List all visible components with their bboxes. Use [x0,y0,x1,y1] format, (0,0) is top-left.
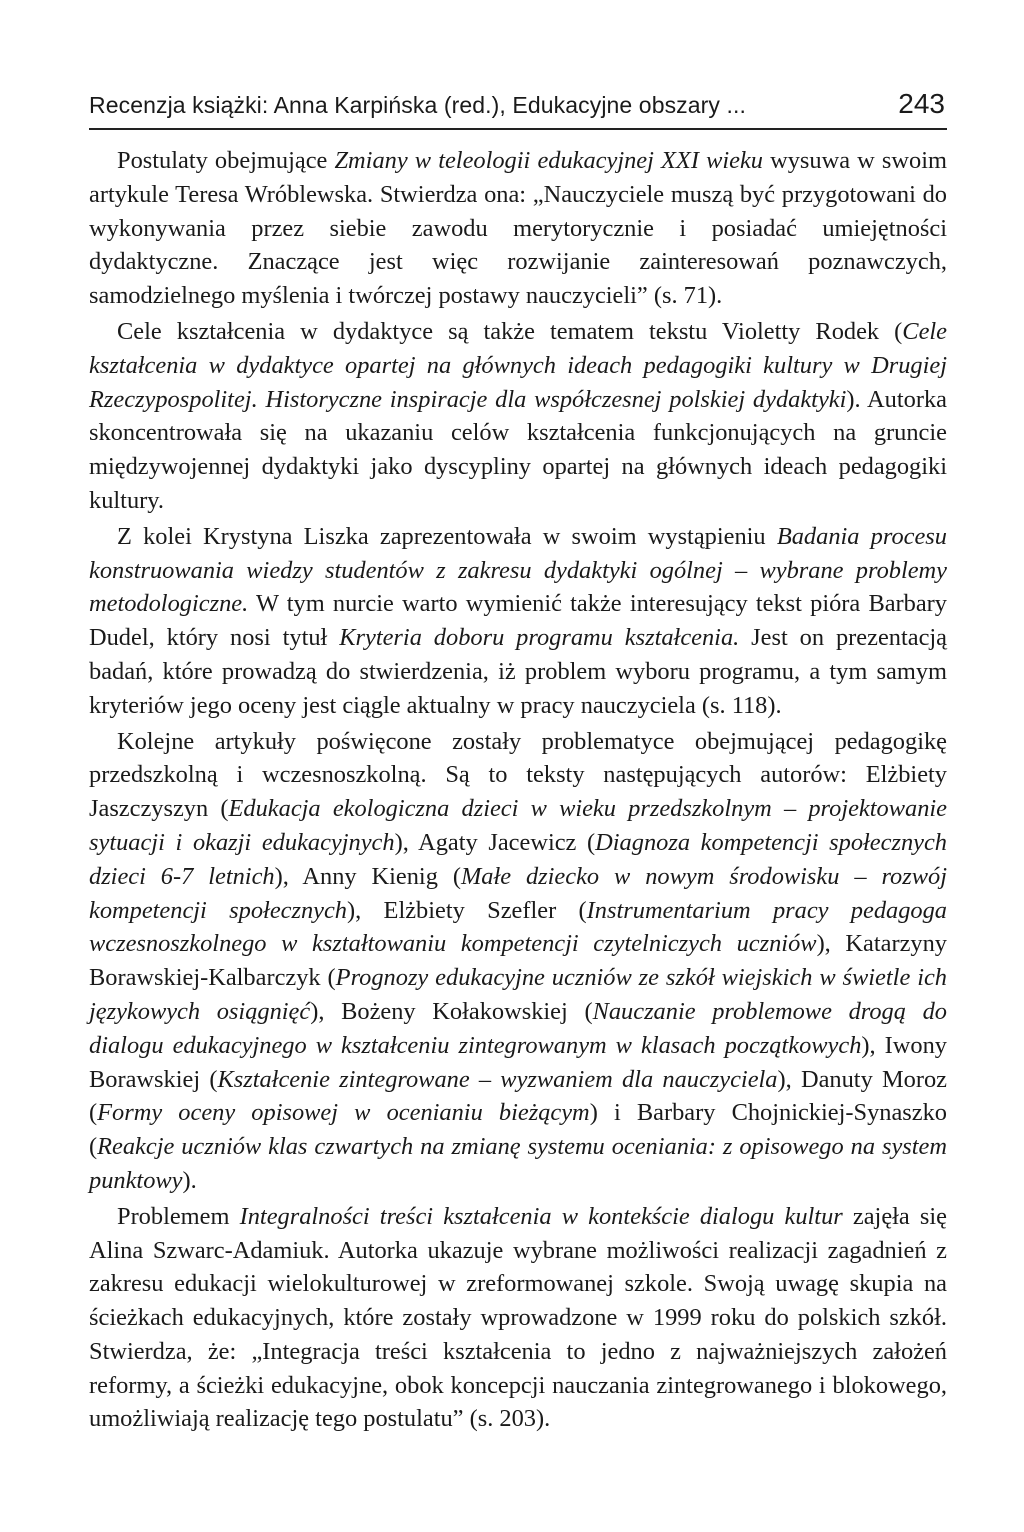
text-run: ), Bożeny Kołakowskiej ( [310,997,593,1025]
text-run: ) i Barbary Chojnickiej-Synaszko ( [89,1099,947,1161]
title-citation: Nauczanie problemowe drogą do dialogu edukacyjnego w kształceniu zintegrowanym w klasach początkowych [89,997,948,1059]
text-run: Jest on prezentacją badań, które prowadzą do stwierdzenia, iż problem wyboru programu, a tym samym kryteriów jego oceny jest ciągle aktualny w pracy nauczyciela (s. 118). [89,624,947,719]
title-citation: Instrumentarium pracy pedagoga wczesnoszkolnego w kształtowaniu kompetencji czytelniczych uczniów [89,896,948,958]
text-run: Postulaty obejmujące [117,147,335,174]
text-run: ), Danuty Moroz ( [89,1065,948,1127]
paragraph-3 [89,520,947,723]
text-run: wysuwa w swoim artykule Teresa Wróblewska. Stwierdza ona: „Nauczyciele muszą być przygotowani do wykonywania przez siebie zawodu merytorycznie i posiadać umiejętności dydaktyczne. Znaczące jest więc rozwijanie zainteresowań poznawczych, samodzielnego myślenia i twórczej postawy nauczycieli” (s. 71). [89,147,947,310]
body-text [89,144,947,1436]
title-citation: Kształcenie zintegrowane – wyzwaniem dla nauczyciela [217,1065,778,1093]
text-run: Kolejne artykuły poświęcone zostały problematyce obejmującej pedagogikę przedszkolną i wczesnoszkolną. Są to teksty następujących autorów: Elżbiety Jaszczyszyn ( [89,727,947,823]
running-header [89,88,947,130]
title-citation: Integralności treści kształcenia w kontekście dialogu kultur [239,1202,843,1230]
title-citation: Reakcje uczniów klas czwartych na zmianę systemu oceniania: z opisowego na system punktowy [89,1133,947,1194]
paragraph-4 [89,725,947,1198]
title-citation: Zmiany w teleologii edukacyjnej XXI wieku [334,147,763,174]
text-run: ), Elżbiety Szefler ( [347,896,587,924]
title-citation: Badania procesu konstruowania wiedzy studentów z zakresu dydaktyki ogólnej – wybrane problemy metodologiczne. [89,522,947,618]
paragraph-2 [89,315,947,518]
text-run: ), Katarzyny Borawskiej-Kalbarczyk ( [89,930,947,992]
text-run: W tym nurcie warto wymienić także interesujący tekst pióra Barbary Dudel, który nosi tytuł [89,590,947,652]
text-run: Z kolei Krystyna Liszka zaprezentowała w swoim wystąpieniu [117,522,777,550]
running-title: Recenzja książki: Anna Karpińska (red.), Edukacyjne obszary ... [89,92,746,118]
title-citation: Cele kształcenia w dydaktyce opartej na głównych ideach pedagogiki kultury w Drugiej Rzeczypospolitej. Historyczne inspiracje dla współczesnej polskiej dydaktyki [89,317,947,413]
text-run: ). [182,1166,197,1194]
text-run: Problemem [117,1202,240,1230]
text-run: ). Autorka skoncentrowała się na ukazaniu celów kształcenia funkcjonujących na gruncie międzywojennej dydaktyki jako dyscypliny opartej na głównych ideach pedagogiki kultury. [89,385,947,514]
page-number: 243 [898,88,945,119]
paragraph-5 [89,1200,947,1437]
text-run: Cele kształcenia w dydaktyce są także tematem tekstu Violetty Rodek ( [117,317,903,345]
paragraph-1 [89,144,947,313]
title-citation: Edukacja ekologiczna dzieci w wieku przedszkolnym – projektowanie sytuacji i okazji edukacyjnych [89,795,947,856]
title-citation: Kryteria doboru programu kształcenia. [339,624,740,652]
title-citation: Formy oceny opisowej w ocenianiu bieżącym [97,1099,590,1127]
text-run: zajęła się Alina Szwarc-Adamiuk. Autorka ukazuje wybrane możliwości realizacji zagadnień z zakresu edukacji wielokulturowej w zreformowanej szkole. Swoją uwagę skupia na ścieżkach edukacyjnych, które zostały wprowadzone w 1999 roku do polskich szkół. Stwierdza, że: „Integracja treści kształcenia to jedno z najważniejszych założeń reformy, a ścieżki edukacyjne, obok koncepcji nauczania zintegrowanego i blokowego, umożliwiają realizację tego postulatu” (s. 203). [89,1202,947,1433]
text-run: ), Iwony Borawskiej ( [89,1031,948,1093]
text-run: ), Agaty Jacewicz ( [394,828,596,856]
title-citation: Prognozy edukacyjne uczniów ze szkół wiejskich w świetle ich językowych osiągnięć [89,964,947,1025]
text-run: ), Anny Kienig ( [274,862,461,890]
title-citation: Małe dziecko w nowym środowisku – rozwój kompetencji społecznych [89,862,947,924]
title-citation: Diagnoza kompetencji społecznych dzieci 6-7 letnich [89,828,947,890]
